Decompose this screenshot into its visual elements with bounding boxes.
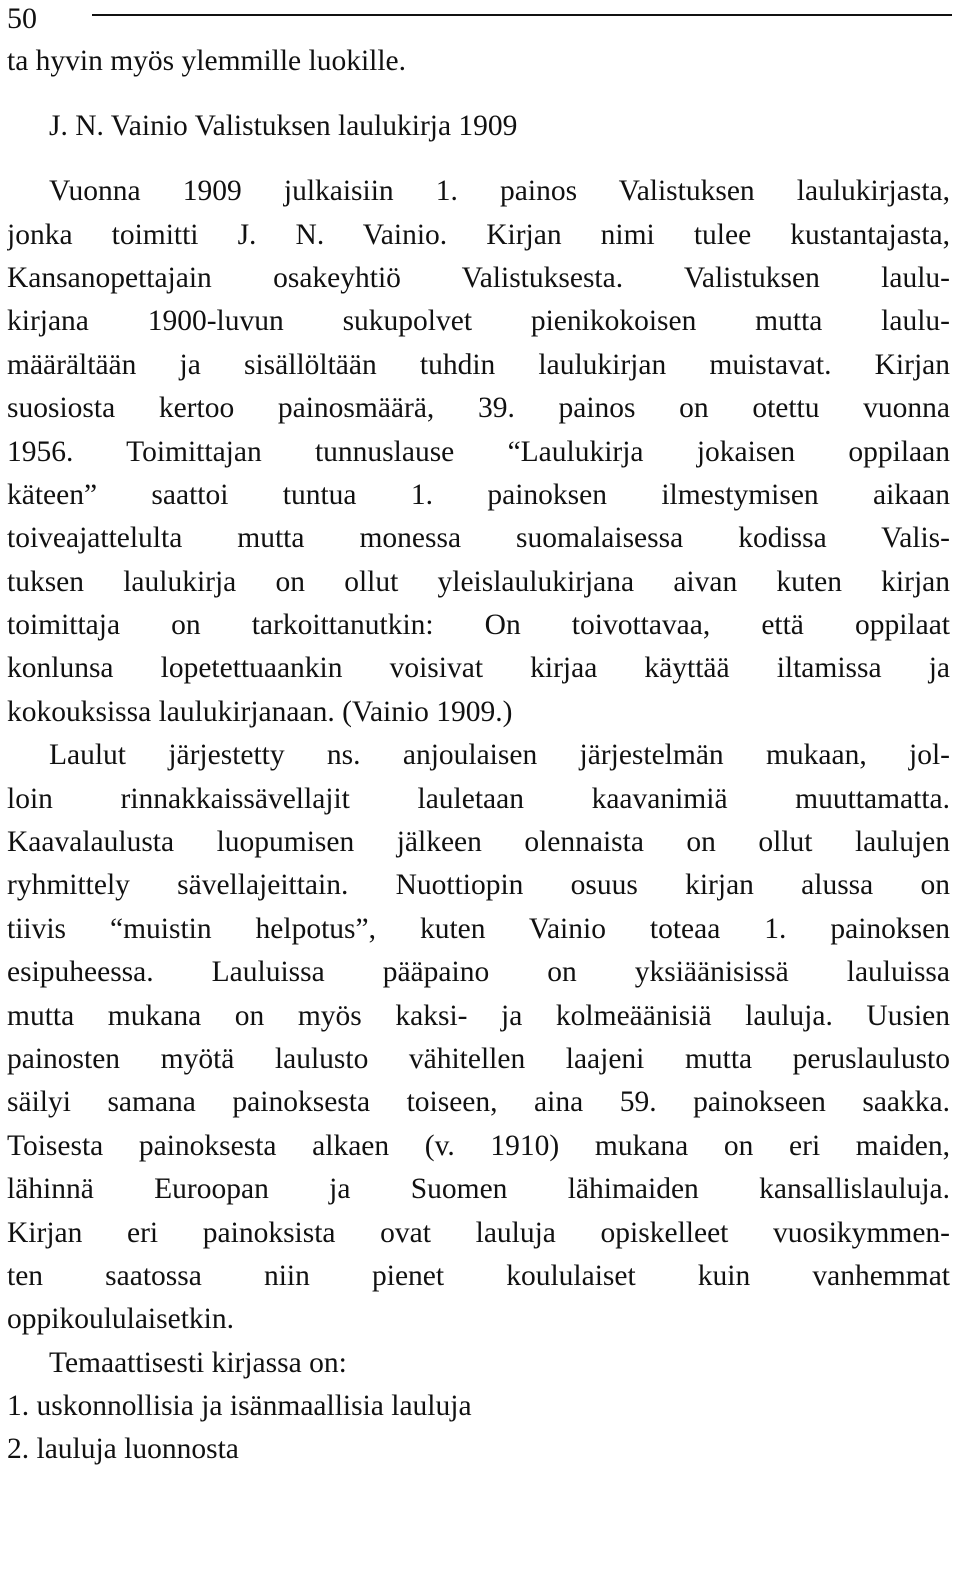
paragraph-line: konlunsa lopetettuaankin voisivat kirjaa käyttää iltamissa ja (7, 652, 950, 685)
paragraph-line: esipuheessa. Lauluissa pääpaino on yksiäänisissä lauluissa (7, 956, 950, 989)
paragraph-line: Laulut järjestetty ns. anjoulaisen järjestelmän mukaan, jol- (49, 739, 950, 772)
paragraph-line: ten saatossa niin pienet koululaiset kuin vanhemmat (7, 1259, 950, 1292)
paragraph-line: lähinnä Euroopan ja Suomen lähimaiden kansallislauluja. (7, 1173, 950, 1206)
paragraph-line: Kirjan eri painoksista ovat lauluja opiskelleet vuosikymmen- (7, 1216, 950, 1249)
paragraph-line: loin rinnakkaissävellajit lauletaan kaavanimiä muuttamatta. (7, 782, 950, 815)
paragraph-line: suosiosta kertoo painosmäärä, 39. painos on otettu vuonna (7, 392, 950, 425)
paragraph-line: painosten myötä laulusto vähitellen laajeni mutta peruslaulusto (7, 1042, 950, 1075)
paragraph-line: mutta mukana on myös kaksi- ja kolmeäänisiä lauluja. Uusien (7, 999, 950, 1032)
continuation-text: ta hyvin myös ylemmille luokille. (7, 45, 407, 77)
paragraph-line: tiivis “muistin helpotus”, kuten Vainio toteaa 1. painoksen (7, 912, 950, 945)
page-number: 50 (7, 2, 37, 35)
page-content (7, 40, 950, 1472)
themes-list (7, 1385, 950, 1472)
paragraph-line: Vuonna 1909 julkaisiin 1. painos Valistuksen laulukirjasta, (49, 175, 950, 208)
paragraph-line: Kaavalaulusta luopumisen jälkeen olennaista on ollut laulujen (7, 826, 950, 859)
paragraph-line: kirjana 1900-luvun sukupolvet pienikokoisen mutta laulu- (7, 305, 950, 338)
paragraph-line: kokouksissa laulukirjanaan. (Vainio 1909.) (7, 695, 513, 728)
paragraph-1 (7, 170, 950, 734)
paragraph-line: Kansanopettajain osakeyhtiö Valistuksesta. Valistuksen laulu- (7, 261, 950, 294)
paragraph-line: määrältään ja sisällöltään tuhdin laulukirjan muistavat. Kirjan (7, 348, 950, 381)
paragraph-line: 1956. Toimittajan tunnuslause “Laulukirja jokaisen oppilaan (7, 435, 950, 468)
paragraph-line: tuksen laulukirja on ollut yleislaulukirjana aivan kuten kirjan (7, 565, 950, 598)
section-heading: J. N. Vainio Valistuksen laulukirja 1909 (49, 110, 518, 143)
paragraph-line: oppikoululaisetkin. (7, 1303, 234, 1336)
paragraph-line: käteen” saattoi tuntua 1. painoksen ilmestymisen aikaan (7, 478, 950, 511)
paragraph-line: säilyi samana painoksesta toiseen, aina 59. painokseen saakka. (7, 1086, 950, 1119)
list-item: 2. lauluja luonnosta (7, 1433, 239, 1466)
themes-intro: Temaattisesti kirjassa on: (49, 1346, 347, 1379)
paragraph-line: Toisesta painoksesta alkaen (v. 1910) mukana on eri maiden, (7, 1129, 950, 1162)
paragraph-line: ryhmittely sävellajeittain. Nuottiopin osuus kirjan alussa on (7, 869, 950, 902)
list-item: 1. uskonnollisia ja isänmaallisia lauluja (7, 1390, 472, 1423)
paragraph-line: toimittaja on tarkoittanutkin: On toivottavaa, että oppilaat (7, 609, 950, 642)
paragraph-line: toiveajattelulta mutta monessa suomalaisessa kodissa Valis- (7, 522, 950, 555)
paragraph-2 (7, 734, 950, 1341)
header-rule (92, 14, 952, 16)
paragraph-line: jonka toimitti J. N. Vainio. Kirjan nimi tulee kustantajasta, (7, 218, 950, 251)
